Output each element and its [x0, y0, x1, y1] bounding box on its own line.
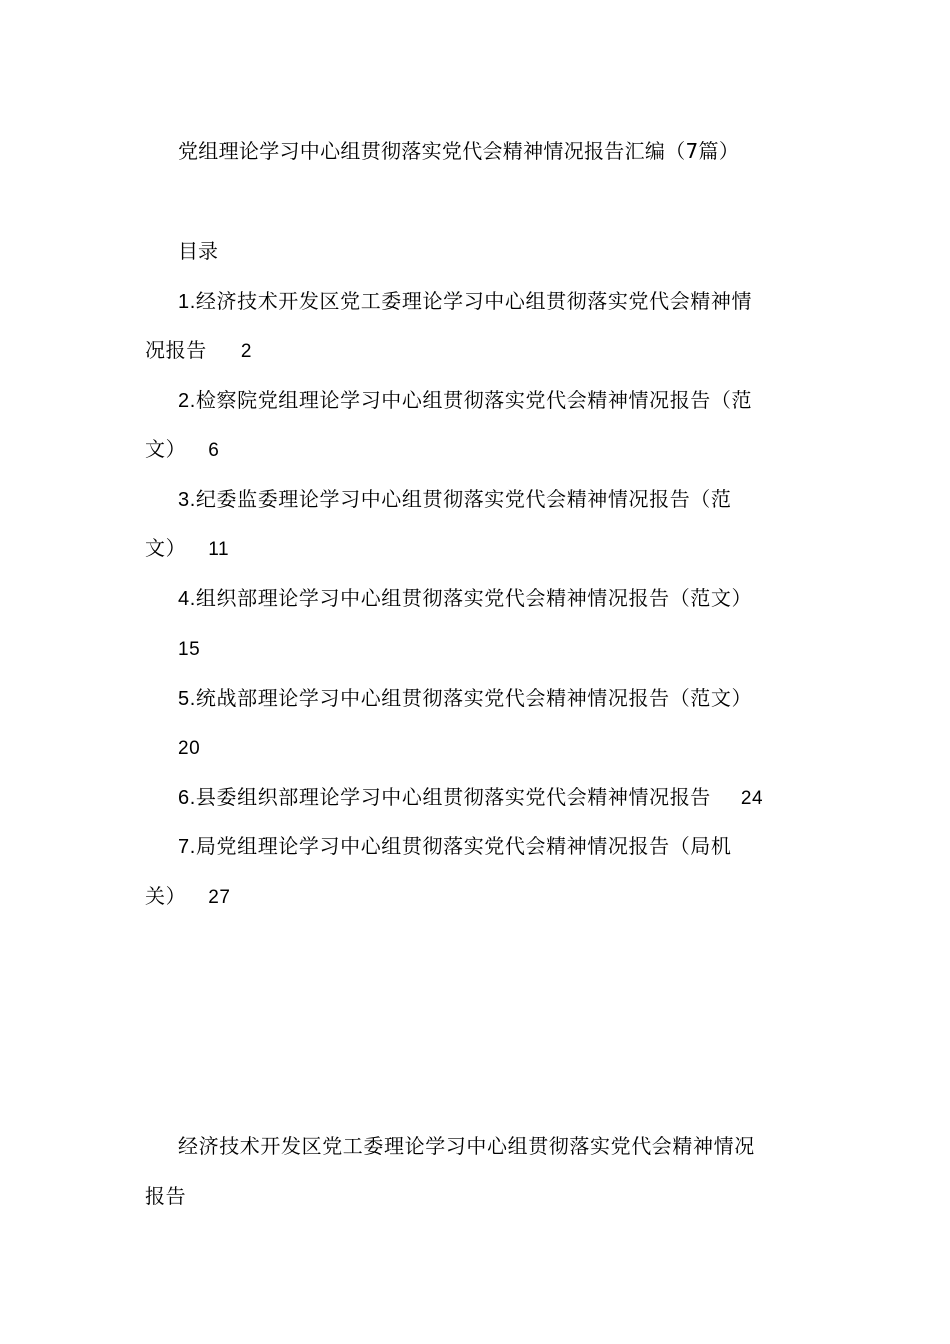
toc-item-page-number: 6 [208, 440, 220, 461]
toc-item-7-continued[interactable] [145, 881, 231, 913]
toc-item-title-continued: 文） [145, 437, 187, 461]
toc-item-number: 2. [178, 390, 196, 412]
toc-item-number: 7. [178, 836, 196, 858]
toc-heading: 目录 [178, 239, 218, 263]
toc-item-3[interactable] [178, 484, 732, 515]
toc-item-number: 5. [178, 688, 196, 710]
toc-item-number: 3. [178, 489, 196, 511]
toc-item-4-page[interactable] [178, 633, 200, 665]
toc-item-1[interactable] [178, 286, 752, 317]
toc-item-title-continued: 关） [145, 884, 187, 908]
toc-item-3-continued[interactable] [145, 533, 229, 565]
toc-item-title-continued: 况报告 [145, 338, 207, 362]
toc-item-title-continued: 文） [145, 536, 187, 560]
toc-item-title: 组织部理论学习中心组贯彻落实党代会精神情况报告（范文） [195, 586, 753, 610]
toc-item-title: 局党组理论学习中心组贯彻落实党代会精神情况报告（局机 [195, 834, 732, 858]
toc-item-number: 1. [178, 291, 196, 313]
toc-item-number: 6. [178, 787, 196, 809]
toc-item-page-number: 15 [178, 639, 201, 660]
toc-item-title: 县委组织部理论学习中心组贯彻落实党代会精神情况报告 [195, 785, 711, 809]
toc-item-title: 统战部理论学习中心组贯彻落实党代会精神情况报告（范文） [195, 686, 753, 710]
toc-item-title: 检察院党组理论学习中心组贯彻落实党代会精神情况报告（范 [195, 388, 753, 412]
toc-item-7[interactable] [178, 831, 732, 862]
toc-item-page-number: 2 [240, 341, 252, 362]
section-heading: 经济技术开发区党工委理论学习中心组贯彻落实党代会精神情况 [178, 1134, 755, 1158]
toc-item-1-continued[interactable] [145, 335, 252, 367]
document-title: 党组理论学习中心组贯彻落实党代会精神情况报告汇编（7篇） [178, 139, 740, 163]
toc-item-title: 纪委监委理论学习中心组贯彻落实党代会精神情况报告（范 [195, 487, 732, 511]
toc-item-2[interactable] [178, 385, 752, 416]
toc-item-page-number: 24 [740, 788, 764, 809]
toc-item-title: 经济技术开发区党工委理论学习中心组贯彻落实党代会精神情 [195, 289, 753, 313]
toc-item-page-number: 11 [208, 539, 230, 560]
toc-item-page-number: 27 [208, 887, 231, 908]
toc-item-page-number: 20 [178, 738, 201, 759]
toc-item-5-page[interactable] [178, 732, 200, 764]
toc-item-number: 4. [178, 588, 196, 610]
toc-item-6[interactable] [178, 782, 763, 814]
toc-item-5[interactable] [178, 683, 752, 714]
section-heading-continued: 报告 [145, 1184, 187, 1208]
toc-item-4[interactable] [178, 583, 752, 614]
toc-item-2-continued[interactable] [145, 434, 219, 466]
